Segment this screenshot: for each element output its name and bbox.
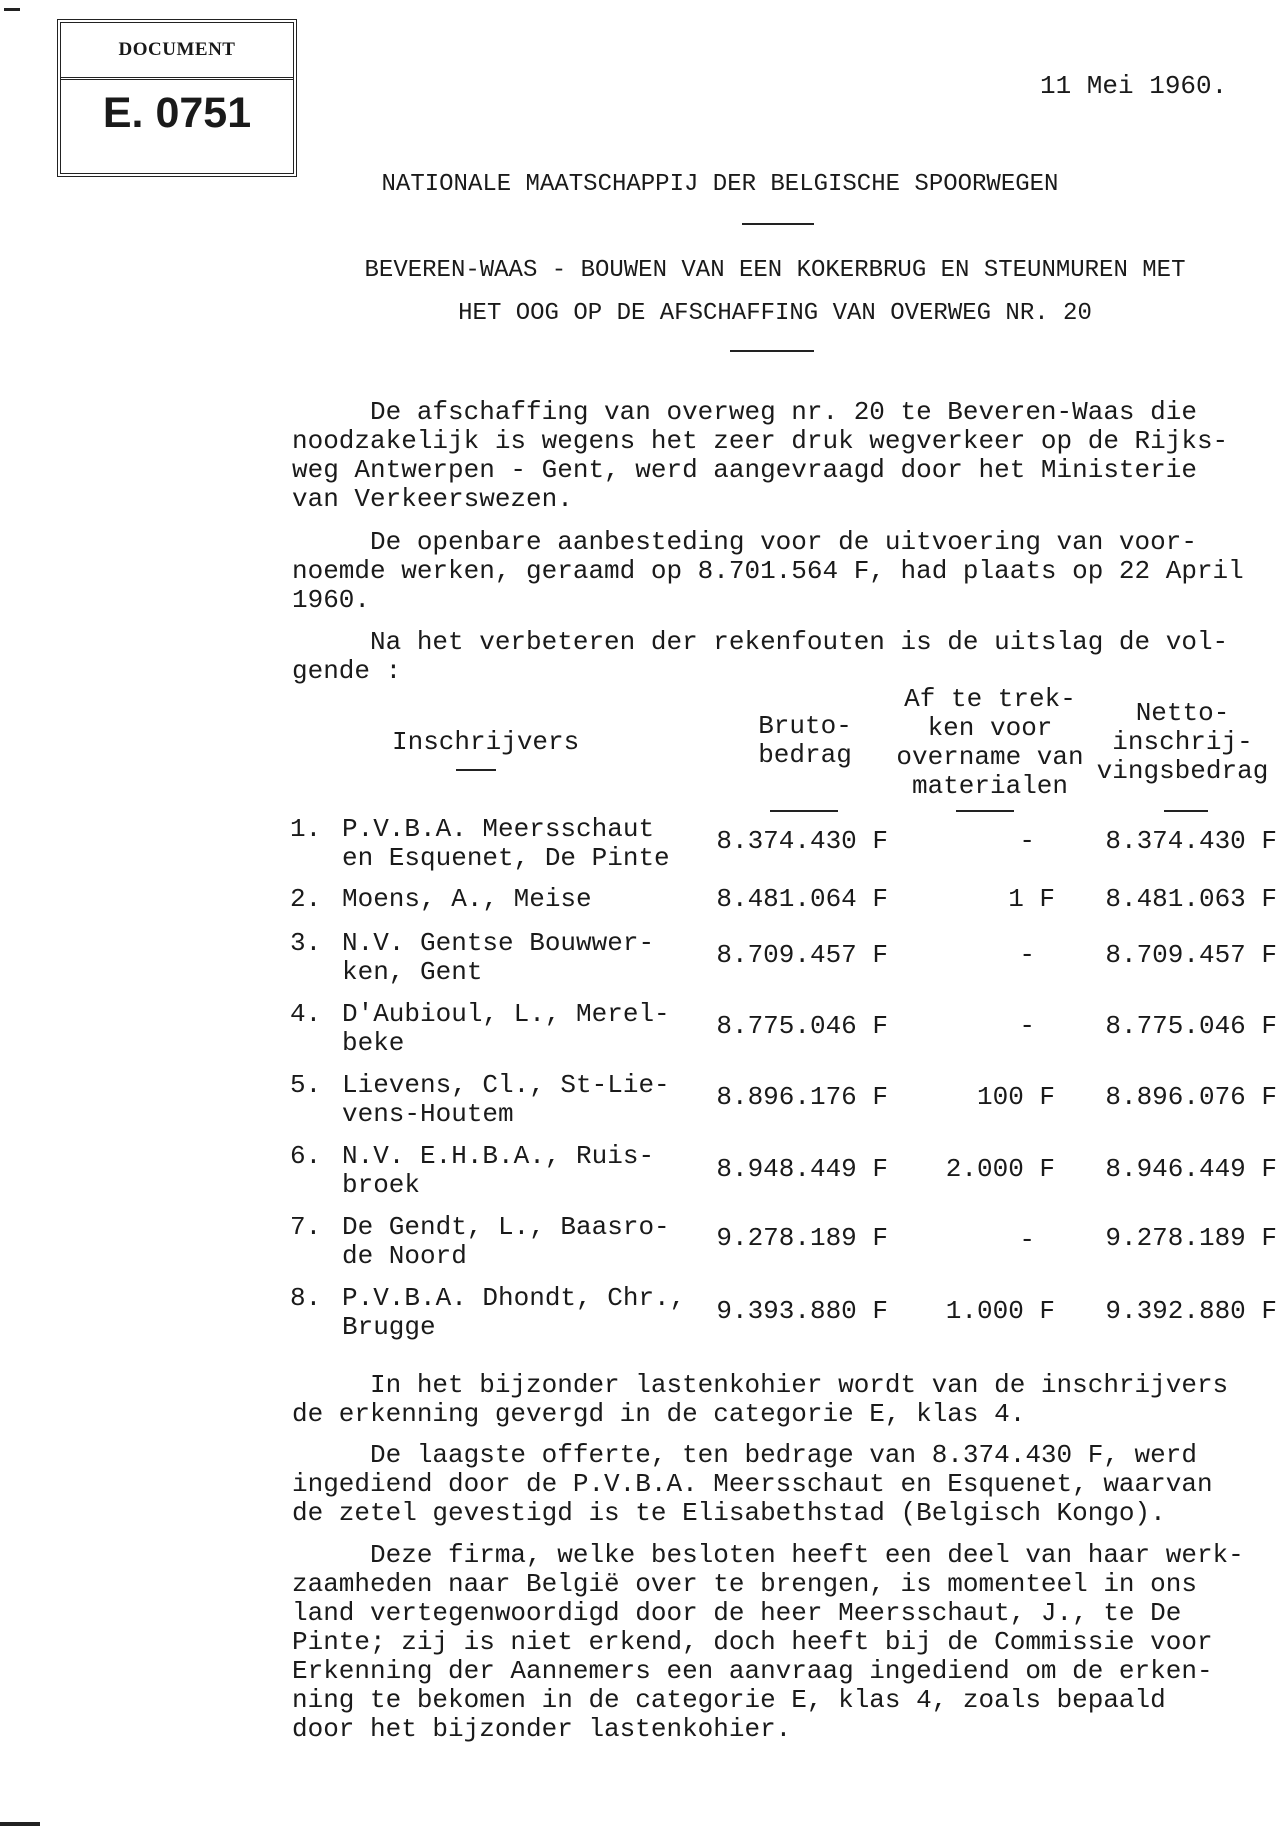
row-number: 5.: [290, 1070, 322, 1100]
row-gross: 8.896.176 F: [716, 1082, 888, 1112]
row-name-line-2: en Esquenet, De Pinte: [342, 843, 670, 873]
row-deduct: -: [1019, 1011, 1035, 1041]
header-gross-line-2: bedrag: [758, 740, 852, 770]
stamp-number: E. 0751: [102, 89, 252, 137]
closing-paragraph-3-line-7: door het bijzonder lastenkohier.: [292, 1714, 792, 1744]
closing-paragraph-3-line-3: land vertegenwoordigd door de heer Meersschaut, J., te De: [292, 1598, 1182, 1628]
row-net: 8.775.046 F: [1105, 1011, 1277, 1041]
paragraph-2-line-3: 1960.: [292, 585, 371, 615]
row-net: 8.374.430 F: [1105, 826, 1277, 856]
paragraph-1-line-4: van Verkeerswezen.: [292, 484, 573, 514]
row-net: 9.392.880 F: [1105, 1296, 1277, 1326]
organization-title: NATIONALE MAATSCHAPPIJ DER BELGISCHE SPOORWEGEN: [381, 171, 1059, 198]
closing-paragraph-3-line-1: Deze firma, welke besloten heeft een deel van haar werk-: [292, 1540, 1244, 1570]
row-number: 8.: [290, 1283, 322, 1313]
closing-paragraph-3-line-6: ning te bekomen in de categorie E, klas 4, zoals bepaald: [292, 1685, 1166, 1715]
header-net-line-2: inschrij-: [1112, 727, 1253, 757]
row-net: 9.278.189 F: [1105, 1223, 1277, 1253]
row-gross: 8.948.449 F: [716, 1154, 888, 1184]
closing-paragraph-1-line-1: In het bijzonder lastenkohier wordt van de inschrijvers: [292, 1370, 1229, 1400]
row-net: 8.481.063 F: [1105, 884, 1277, 914]
closing-paragraph-2-line-3: de zetel gevestigd is te Elisabethstad (Belgisch Kongo).: [292, 1498, 1166, 1528]
row-number: 6.: [290, 1141, 322, 1171]
row-net: 8.709.457 F: [1105, 940, 1277, 970]
subject-line-2: HET OOG OP DE AFSCHAFFING VAN OVERWEG NR. 20: [458, 300, 1092, 327]
row-name-line-1: D'Aubioul, L., Merel-: [342, 999, 670, 1029]
row-name-line-1: De Gendt, L., Baasro-: [342, 1212, 670, 1242]
row-gross: 8.709.457 F: [716, 940, 888, 970]
row-name-line-1: N.V. Gentse Bouwwer-: [342, 928, 655, 958]
row-deduct: 1 F: [1008, 884, 1055, 914]
subject-divider: [730, 350, 814, 352]
row-gross: 8.775.046 F: [716, 1011, 888, 1041]
closing-paragraph-2-line-2: ingediend door de P.V.B.A. Meersschaut en Esquenet, waarvan: [292, 1469, 1213, 1499]
row-net: 8.946.449 F: [1105, 1154, 1277, 1184]
row-number: 3.: [290, 928, 322, 958]
document-stamp: [57, 19, 297, 177]
row-deduct: 100 F: [976, 1082, 1055, 1112]
paragraph-3-line-1: Na het verbeteren der rekenfouten is de uitslag de vol-: [292, 627, 1229, 657]
row-gross: 8.374.430 F: [716, 826, 888, 856]
row-deduct: -: [1019, 1225, 1035, 1255]
closing-paragraph-3-line-4: Pinte; zij is niet erkend, doch heeft bij de Commissie voor: [292, 1627, 1213, 1657]
row-deduct: 2.000 F: [945, 1154, 1055, 1184]
closing-paragraph-3-line-2: zaamheden naar België over te brengen, is momenteel in ons: [292, 1569, 1197, 1599]
paragraph-3-line-2: gende :: [292, 656, 402, 686]
header-deduct-line-1: Af te trek-: [904, 684, 1076, 714]
header-deduct-line-4: materialen: [911, 771, 1069, 801]
row-name-line-1: Lievens, Cl., St-Lie-: [342, 1070, 670, 1100]
title-divider: [742, 223, 814, 225]
row-name-line-1: P.V.B.A. Dhondt, Chr.,: [342, 1283, 686, 1313]
row-name-line-2: beke: [342, 1028, 405, 1058]
header-deduct-line-3: overname van: [896, 742, 1084, 772]
row-name-line-2: broek: [342, 1170, 421, 1200]
stamp-label: DOCUMENT: [61, 23, 293, 80]
row-name-line-1: Moens, A., Meise: [342, 884, 592, 914]
row-deduct: -: [1019, 940, 1035, 970]
header-net-line-1: Netto-: [1135, 698, 1230, 728]
row-number: 7.: [290, 1212, 322, 1242]
document-date: 11 Mei 1960.: [1040, 71, 1228, 101]
paragraph-2-line-2: noemde werken, geraamd op 8.701.564 F, had plaats op 22 April: [292, 556, 1244, 586]
header-gross-line-1: Bruto-: [758, 711, 852, 741]
header-net-line-3: vingsbedrag: [1096, 756, 1269, 786]
header-bidders-rule: [456, 769, 496, 771]
row-deduct: -: [1019, 826, 1035, 856]
row-number: 4.: [290, 999, 322, 1029]
scan-corner-mark-top: [4, 8, 20, 11]
scan-corner-mark-bottom: [0, 1822, 40, 1826]
closing-paragraph-1-line-2: de erkenning gevergd in de categorie E, klas 4.: [292, 1399, 1026, 1429]
row-name-line-2: Brugge: [342, 1312, 436, 1342]
row-name-line-1: P.V.B.A. Meersschaut: [342, 814, 655, 844]
row-number: 1.: [290, 814, 322, 844]
closing-paragraph-2-line-1: De laagste offerte, ten bedrage van 8.374.430 F, werd: [292, 1440, 1197, 1470]
row-name-line-2: ken, Gent: [342, 957, 483, 987]
paragraph-2-line-1: De openbare aanbesteding voor de uitvoering van voor-: [292, 527, 1197, 557]
header-gross-rule: [770, 810, 838, 812]
row-deduct: 1.000 F: [945, 1296, 1055, 1326]
row-gross: 9.393.880 F: [716, 1296, 888, 1326]
row-name-line-1: N.V. E.H.B.A., Ruis-: [342, 1141, 655, 1171]
row-name-line-2: de Noord: [342, 1241, 467, 1271]
row-net: 8.896.076 F: [1105, 1082, 1277, 1112]
header-bidders: Inschrijvers: [392, 727, 580, 757]
paragraph-1-line-3: weg Antwerpen - Gent, werd aangevraagd door het Ministerie: [292, 455, 1197, 485]
header-deduct-line-2: ken voor: [927, 713, 1053, 743]
closing-paragraph-3-line-5: Erkenning der Aannemers een aanvraag ingediend om de erken-: [292, 1656, 1213, 1686]
row-gross: 9.278.189 F: [716, 1223, 888, 1253]
row-number: 2.: [290, 884, 322, 914]
row-name-line-2: vens-Houtem: [342, 1099, 514, 1129]
paragraph-1-line-1: De afschaffing van overweg nr. 20 te Beveren-Waas die: [292, 397, 1197, 427]
header-net-rule: [1164, 810, 1208, 812]
subject-line-1: BEVEREN-WAAS - BOUWEN VAN EEN KOKERBRUG EN STEUNMUREN MET: [364, 257, 1186, 284]
paragraph-1-line-2: noodzakelijk is wegens het zeer druk wegverkeer op de Rijks-: [292, 426, 1229, 456]
header-deduct-rule: [956, 810, 1014, 812]
row-gross: 8.481.064 F: [716, 884, 888, 914]
